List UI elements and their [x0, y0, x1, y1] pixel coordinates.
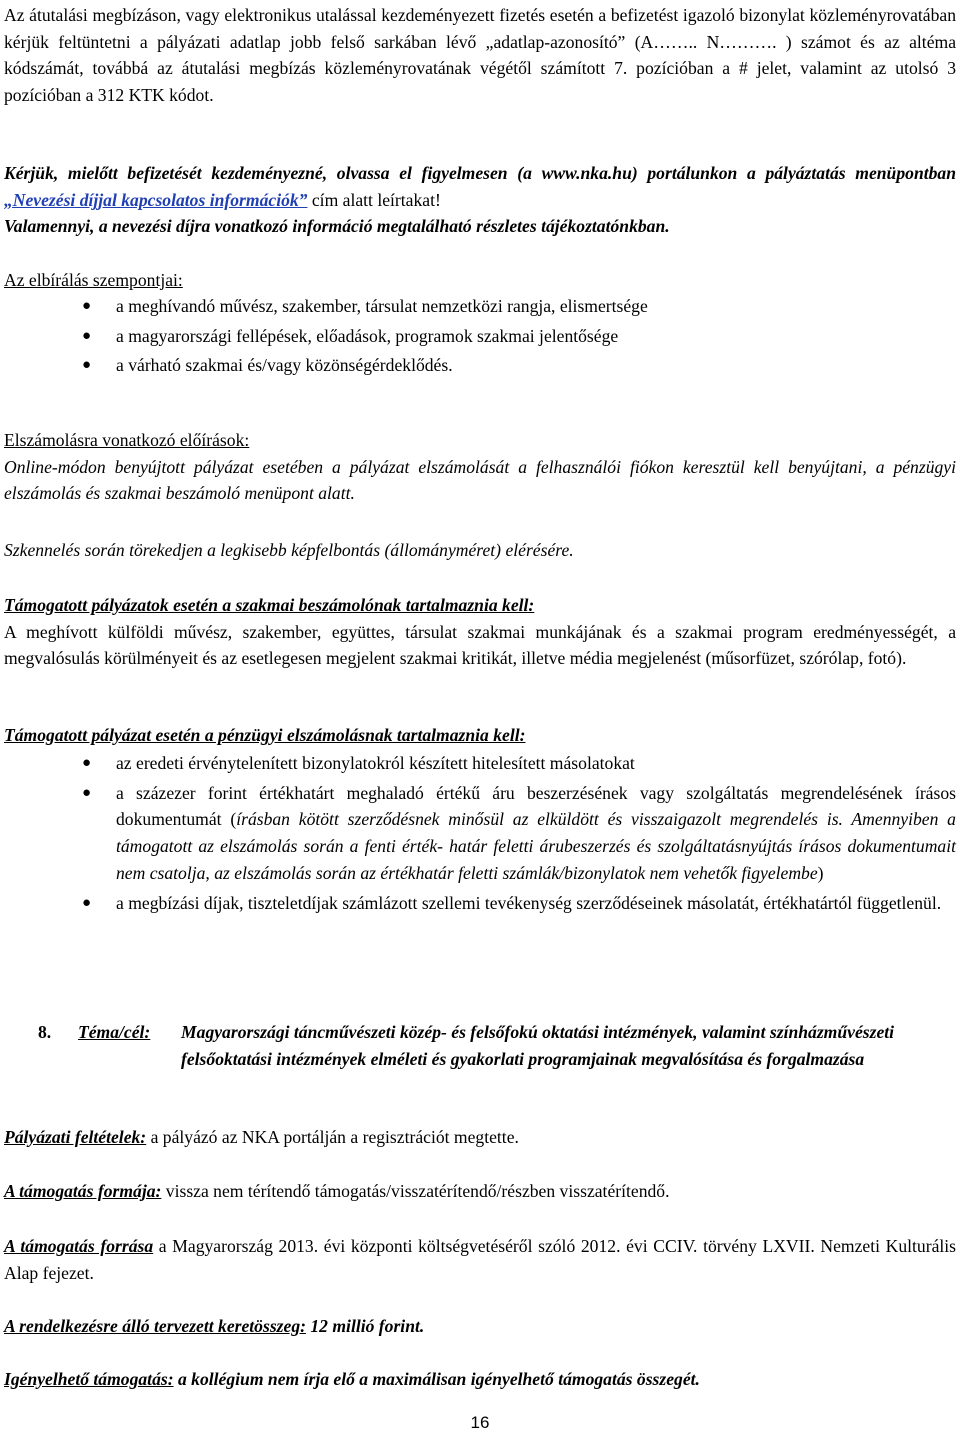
bullet-icon: ● [82, 894, 92, 911]
financial-report-heading-block [4, 722, 956, 749]
intro-text: Az átutalási megbízáson, vagy elektronikus utalással kezdeményezett fizetés esetén a befizetést igazoló bizonylat közleményrovatában kérjük feltüntetni a pályázati adatlap jobb felső sarkában lévő „adatlap-azonosító” (A…….. N………. ) számot és az altéma kódszámát, továbbá az átutalási megbízás közleményrovatának végétől számított 7. pozícióban a # jelet, valamint az utolsó 3 pozícióban a 312 KTK kódot. [4, 5, 956, 105]
budget-block [4, 1313, 956, 1340]
notice-details: Valamennyi, a nevezési díjra vonatkozó információ megtalálható részletes tájékoztatónkban. [4, 216, 670, 236]
form-label: A támogatás formája: [4, 1181, 162, 1201]
form-text: vissza nem térítendő támogatás/visszatérítendő/részben visszatérítendő. [161, 1181, 670, 1201]
conditions-label: Pályázati feltételek: [4, 1127, 147, 1147]
professional-report-text: A meghívott külföldi művész, szakember, együttes, társulat szakmai munkájának és a szakmai program eredményességét, a megvalósulás körülményeit és az esetlegesen megjelent szakmai kritikát, illetve média megjelenést (műsorfüzet, szórólap, fotó). [4, 621, 956, 668]
list-item: ● a várható szakmai és/vagy közönségérdeklődés. [0, 352, 956, 379]
form-block [4, 1178, 956, 1205]
professional-report-heading: Támogatott pályázatok esetén a szakmai beszámolónak tartalmaznia kell: [4, 595, 535, 615]
requested-block [4, 1366, 956, 1393]
list-item: ● a magyarországi fellépések, előadások, programok szakmai jelentősége [0, 323, 956, 350]
accounting-heading: Elszámolásra vonatkozó előírások: [4, 430, 250, 450]
professional-report-section [4, 592, 956, 672]
conditions-block [4, 1124, 956, 1151]
bullet-icon: ● [82, 327, 92, 344]
topic-block [0, 1018, 960, 1098]
financial-report-heading: Támogatott pályázat esetén a pénzügyi elszámolásnak tartalmaznia kell: [4, 725, 526, 745]
notice-paragraph [4, 160, 956, 240]
topic-label: Téma/cél: [78, 1022, 151, 1042]
page-number: 16 [470, 1413, 490, 1432]
topic-number: 8. [38, 1022, 52, 1042]
notice-text-end: cím alatt leírtakat! [307, 189, 441, 210]
scan-note-block [4, 537, 956, 564]
criteria-heading: Az elbírálás szempontjai: [4, 270, 183, 290]
source-text: a Magyarország 2013. évi központi költségvetéséről szóló 2012. évi CCIV. törvény LXVII. Nemzeti Kulturális Alap fejezet. [4, 1236, 956, 1283]
list-item: ● a százezer forint értékhatárt meghaladó értékű áru beszerzésének vagy szolgáltatás megrendelésének írásos dokumentumát (írásban kötött szerződésnek minősül az elküldött és visszaigazolt megrendelés is. Amennyiben a támogatott az elszámolás során a fenti érték- határ feletti árubeszerzés és szolgáltatásnyújtás írásos dokumentumait nem csatolja, az elszámolás során az értékhatár feletti számlák/bizonylatok nem vehetők figyelembe) [0, 780, 956, 887]
bullet-icon: ● [82, 784, 92, 801]
accounting-section [4, 427, 956, 507]
criteria-list [0, 293, 956, 379]
requested-label: Igényelhető támogatás: [4, 1369, 174, 1389]
accounting-text: Online-módon benyújtott pályázat esetében a pályázat elszámolását a felhasználói fiókon keresztül kell benyújtani, a pénzügyi elszámolás és szakmai beszámoló menüpont alatt. [4, 456, 956, 503]
source-label: A támogatás forrása [4, 1236, 154, 1256]
conditions-text: a pályázó az NKA portálján a regisztrációt megtette. [146, 1127, 519, 1147]
notice-text: Kérjük, mielőtt befizetését kezdeményezné, olvassa el figyelmesen (a www.nka.hu) portálunkon a pályáztatás menüpontban [4, 163, 956, 183]
scan-note: Szkennelés során törekedjen a legkisebb képfelbontás (állományméret) elérésére. [4, 540, 574, 560]
bullet-icon: ● [82, 298, 92, 314]
topic-text: Magyarországi táncművészeti közép- és felsőfokú oktatási intézmények, valamint színházművészeti felsőoktatási intézmények elméleti és gyakorlati programjainak megvalósítása és forgalmazása [181, 1022, 895, 1069]
budget-text: 12 millió forint. [305, 1316, 425, 1336]
list-item: ● a megbízási díjak, tiszteletdíjak számlázott szellemi tevékenység szerződéseinek másolatát, értékhatártól függetlenül. [0, 890, 956, 917]
bullet-icon: ● [82, 755, 92, 771]
budget-label: A rendelkezésre álló tervezett keretösszeg: [4, 1316, 306, 1336]
financial-report-list [0, 750, 956, 916]
source-block [4, 1233, 956, 1286]
criteria-heading-block [4, 267, 956, 294]
fee-info-link[interactable]: „Nevezési díjjal kapcsolatos információk” [4, 189, 308, 210]
list-item: ● a meghívandó művész, szakember, társulat nemzetközi rangja, elismertsége [0, 293, 956, 320]
bullet-icon: ● [82, 357, 92, 373]
intro-paragraph [4, 2, 956, 108]
list-item: ● az eredeti érvénytelenített bizonylatokról készített hitelesített másolatokat [0, 750, 956, 777]
requested-text: a kollégium nem írja elő a maximálisan igényelhető támogatás összegét. [173, 1369, 700, 1389]
